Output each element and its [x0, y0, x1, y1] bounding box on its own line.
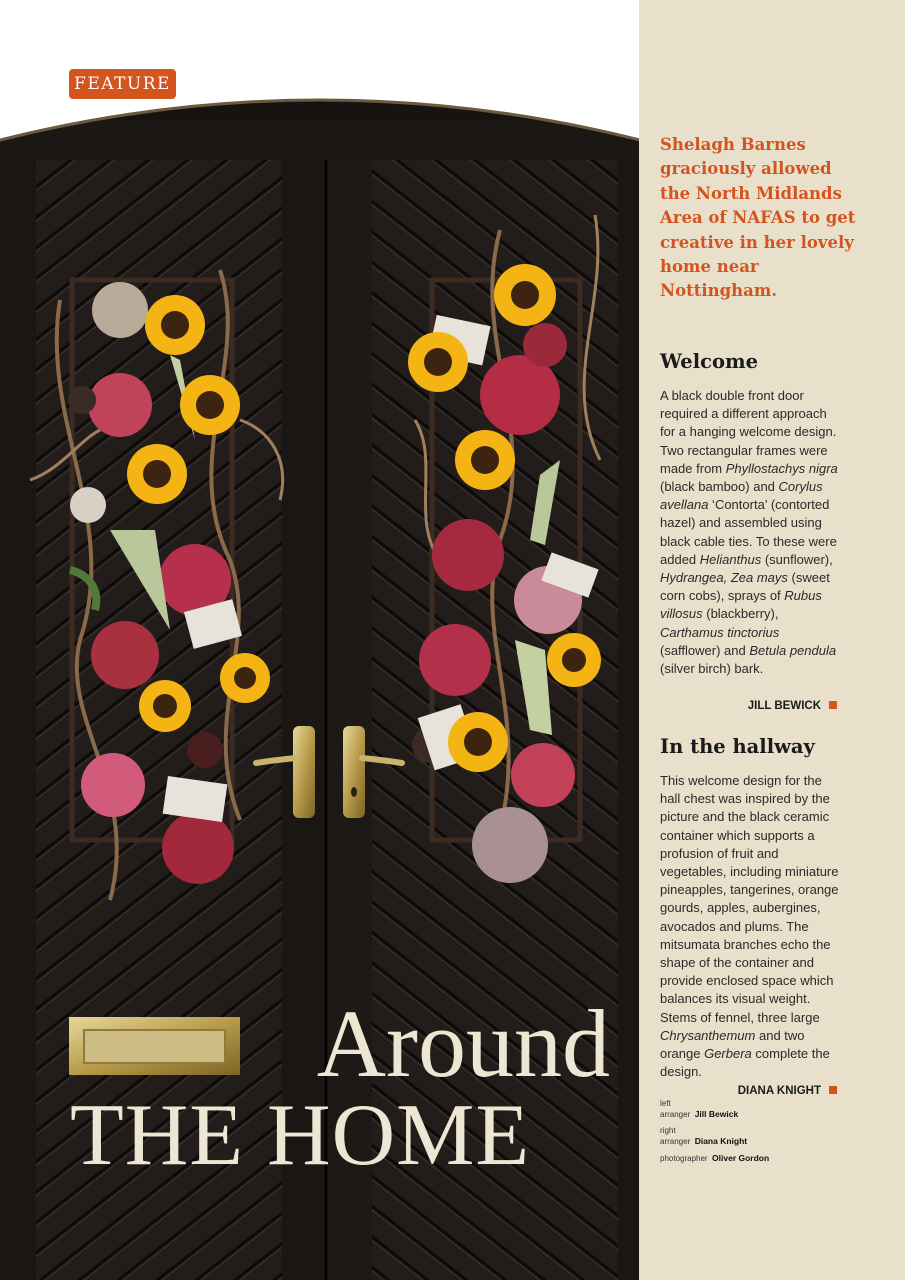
- italic-run: Hydrangea, Zea mays: [660, 570, 788, 586]
- feature-tag: FEATURE: [69, 69, 176, 99]
- photo-credits: [660, 1099, 840, 1164]
- credit-name: Oliver Gordon: [712, 1153, 770, 1163]
- credit-photographer: [660, 1153, 840, 1164]
- italic-run: Betula pendula: [749, 642, 837, 658]
- welcome-body: A black double front door required a different approach for a hanging welcome design. Two rectangular frames were made from Phyllostachys nigra (black bamboo) and Corylus avellana ‘Contorta’ (contorted hazel) and assembled using black cable ties. To these were added Helianthus (sunflower), Hydrangea, Zea mays (sweet corn cobs), sprays of Rubus villosus (blackberry), Carthamus tinctorius (safflower) and Betula pendula (silver birch) bark.: [660, 388, 838, 677]
- italic-run: Helianthus: [699, 551, 762, 567]
- italic-run: Chrysanthemum: [660, 1027, 756, 1043]
- hallway-signature: DIANA KNIGHT: [738, 1085, 837, 1097]
- credit-left-label: left: [660, 1099, 671, 1108]
- title-line-2: THE HOME: [70, 1087, 531, 1184]
- italic-run: Rubus villosus: [660, 588, 822, 622]
- credit-role: arranger: [660, 1110, 691, 1119]
- credit-name: Jill Bewick: [694, 1109, 739, 1119]
- sidebar-column: [639, 0, 905, 1280]
- intro-text: Shelagh Barnes graciously allowed the North Midlands Area of NAFAS to get creative in her lovely home near Nottingham.: [660, 135, 856, 301]
- hallway-body: This welcome design for the hall chest was inspired by the picture and the black ceramic container which supports a profusion of fruit and vegetables, including miniature pineapples, tangerines, orange gourds, apples, aubergines, avocados and plums. The mitsumata branches echo the shape of the container and provide enclosed space which balances its visual weight. Stems of fennel, three large Chrysanthemum and two orange Gerbera complete the design.: [660, 773, 839, 1080]
- italic-run: Corylus avellana: [660, 479, 823, 513]
- italic-run: Phyllostachys nigra: [725, 460, 838, 476]
- credit-role: photographer: [660, 1154, 708, 1163]
- credit-role: arranger: [660, 1137, 691, 1146]
- letterbox: [69, 1017, 240, 1075]
- credit-right-label: right: [660, 1126, 676, 1135]
- hallway-heading: In the hallway: [660, 735, 815, 758]
- welcome-heading: Welcome: [660, 350, 759, 373]
- credit-name: Diana Knight: [694, 1136, 748, 1146]
- italic-run: Carthamus tinctorius: [660, 624, 780, 640]
- credit-left-arranger: [660, 1109, 840, 1120]
- credit-right-arranger: [660, 1136, 840, 1147]
- italic-run: Gerbera: [704, 1046, 752, 1062]
- title-line-1: Around: [316, 990, 610, 1097]
- welcome-signature: JILL BEWICK: [748, 700, 837, 712]
